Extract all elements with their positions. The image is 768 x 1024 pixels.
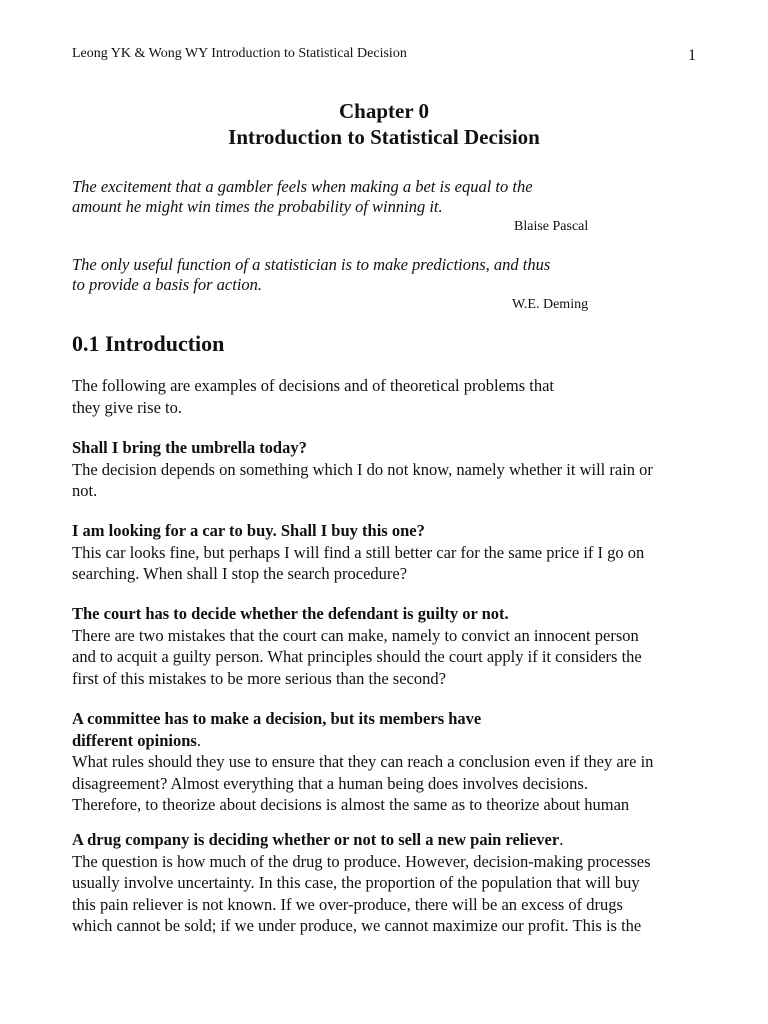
text-line: The question is how much of the drug to produce. However, decision-making processes [72,851,651,871]
question-punctuation: . [196,730,201,750]
chapter-title: Introduction to Statistical Decision [228,125,540,149]
decision-example [72,603,642,689]
section-heading: 0.1 Introduction [72,331,225,356]
epigraph-line: to provide a basis for action. [72,275,263,294]
text-line: The following are examples of decisions and of theoretical problems that [72,376,555,395]
example-question: A drug company is deciding whether or not to sell a new pain reliever [72,830,560,849]
example-question: A committee has to make a decision, but its members have [72,709,482,728]
epigraph-line: amount he might win times the probability of winning it. [72,197,443,216]
text-line: not. [72,481,98,500]
epigraph-quote [72,255,602,295]
epigraph-author: Blaise Pascal [514,219,589,234]
example-question-line [72,829,651,851]
example-question: Shall I bring the umbrella today? [72,438,307,457]
page-number: 1 [688,47,696,64]
epigraph-quote [72,177,602,217]
question-punctuation: . [559,830,564,849]
example-question-line [72,730,653,752]
example-question: different opinions [72,730,197,750]
text-line: Therefore, to theorize about decisions is almost the same as to theorize about human [72,795,630,814]
epigraph-author: W.E. Deming [512,297,589,312]
epigraph-line: The only useful function of a statistician is to make predictions, and thus [72,255,551,274]
text-line: searching. When shall I stop the search procedure? [72,564,408,583]
text-line: this pain reliever is not known. If we over-produce, there will be an excess of drugs [72,894,623,914]
text-line: What rules should they use to ensure that they can reach a conclusion even if they are in [72,752,654,771]
epigraph-line: The excitement that a gambler feels when making a bet is equal to the [72,177,533,196]
chapter-number: Chapter 0 [338,99,430,123]
decision-example [72,829,651,937]
text-line: usually involve uncertainty. In this case, the proportion of the population that will buy [72,873,640,892]
intro-paragraph [72,375,554,418]
text-line: disagreement? Almost everything that a human being does involves decisions. [72,773,588,793]
text-line: This car looks fine, but perhaps I will find a still better car for the same price if I go on [72,542,645,562]
text-line: The decision depends on something which I do not know, namely whether it will rain or [72,459,653,479]
running-title: Leong YK & Wong WY Introduction to Statistical Decision [72,46,407,61]
example-question: The court has to decide whether the defendant is guilty or not. [72,604,509,623]
decision-example [72,437,653,502]
text-line: and to acquit a guilty person. What principles should the court apply if it considers the [72,647,642,666]
example-question: I am looking for a car to buy. Shall I buy this one? [72,521,425,540]
text-line: There are two mistakes that the court can make, namely to convict an innocent person [72,625,639,645]
text-line: which cannot be sold; if we under produce, we cannot maximize our profit. This is the [72,916,642,935]
decision-example [72,520,644,585]
running-header [72,45,696,63]
decision-example [72,708,653,816]
text-line: first of this mistakes to be more serious than the second? [72,668,446,688]
text-line: they give rise to. [72,397,182,417]
